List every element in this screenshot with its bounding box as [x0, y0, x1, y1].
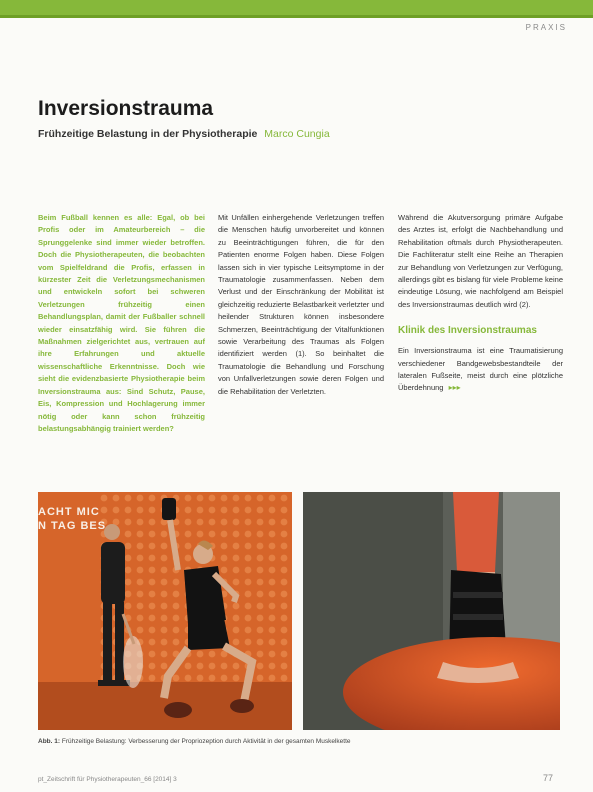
wall-text-line-1: ACHT MIC	[38, 506, 100, 518]
article-subtitle-line	[38, 128, 330, 140]
column3-paragraph-2	[398, 345, 563, 395]
continue-arrow-icon: ▸▸▸	[448, 383, 461, 393]
body-column-3	[398, 212, 563, 395]
section-heading: Klinik des Inversionstraumas	[398, 325, 537, 337]
column3-paragraph-2-text: Ein Inversionstrauma ist eine Traumatisierung verschiedener Bandgewebsbestandteile der lateralen Fußseite, meist durch eine plötzliche Überdehnung	[398, 346, 563, 393]
body-column-2: Mit Unfällen einhergehende Verletzungen treffen die Menschen häufig unvorbereitet und können zu Beeinträchtigungen führen, die für den Patienten enorme Folgen haben. Diese Folgen lassen sich in vier typische Leitsymptome in der Traumatologie zusammenfassen. Neben dem Verlust und der Einschränkung der Mobilität ist gleichzeitig reduzierte Belastbarkeit verletzter und heilender Strukturen können insbesondere Schmerzen, Beeinträchtigung der Vitalfunktionen sowie Verarbeitung des Traumas als Folgen identifiziert werden (1). So beinhaltet die Traumatologie die Behandlung und Forschung von Unfallverletzungen sowie deren Folgen und die Rehabilitation der Verletzten.	[218, 213, 384, 396]
lead-paragraph: Beim Fußball kennen es alle: Egal, ob bei Profis oder im Amateurbereich – die Sprunggelenke sind immer wieder betroffen. Doch die Physiotherapeuten, die beobachten vom Spielfeldrand die Profis, erfassen in kürzester Zeit die Verletzungsmechanismen und entwickeln sofort bei schweren Verletzungen frühzeitig einen Behandlungsplan, damit der Fußballer schnell wieder einsatzfähig wird. Sie führen die Maßnahmen zielgerichtet aus, vertrauen auf ihre Erfahrungen und aktuelle wissenschaftliche Erkenntnisse. Doch wie sieht die evidenzbasierte Physiotherapie beim Inversionstrauma aus: Sind Schutz, Pause, Eis, Kompression und Hochlagerung immer nötig oder kann schon frühzeitig belastungsabhängig trainiert werden?	[38, 213, 205, 433]
ankle-balance-illustration	[303, 492, 560, 730]
section-label: PRAXIS	[525, 23, 567, 32]
footer-source: pt_Zeitschrift für Physiotherapeuten_66 [2014] 3	[38, 776, 177, 783]
photo-ankle-balance	[303, 492, 560, 730]
wall-text-line-2: N TAG BES	[38, 520, 107, 532]
header-color-bar	[0, 0, 593, 18]
photo-lunge-exercise	[38, 492, 292, 730]
page-number: 77	[542, 773, 553, 783]
caption-label: Abb. 1:	[38, 738, 61, 745]
article-subtitle: Frühzeitige Belastung in der Physiotherapie	[38, 128, 258, 140]
column3-paragraph-1: Während die Akutversorgung primäre Aufgabe des Arztes ist, erfolgt die Nachbehandlung und Rehabilitation oftmals durch Physiotherapeuten. Die Fachliteratur stellt eine Reihe an Therapien zur Behandlung von Verletzungen zur Verfügung, allerdings gibt es bislang für viele Probleme keine eindeutige Lösung, wie nachfolgend am Beispiel des Inversionstraumas deutlich wird (2).	[398, 213, 563, 309]
figure-caption	[38, 738, 351, 745]
article-author: Marco Cungia	[264, 128, 330, 140]
article-title: Inversionstrauma	[38, 97, 214, 120]
caption-text: Frühzeitige Belastung: Verbesserung der Propriozeption durch Aktivität in der gesamten Muskelkette	[61, 738, 351, 745]
